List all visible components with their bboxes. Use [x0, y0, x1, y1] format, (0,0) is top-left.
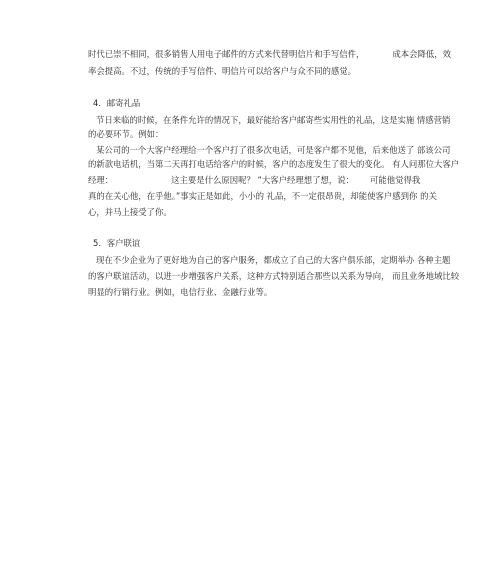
- section-4-heading: 4．邮寄礼品: [93, 98, 141, 108]
- section-4-line-5-part-b: 这主要是什么原因呢？ ”大客户经理想了想，说：: [171, 175, 354, 185]
- section-4-line-7: 心，并马上接受了你。: [88, 207, 172, 217]
- section-4-line-5-part-c: 可能他觉得我: [370, 175, 421, 185]
- paragraph-1-line-1-part-a: 时代已崇不相同，很多销售人用电子邮件的方式来代替明信片和手写信件，: [88, 49, 365, 59]
- section-4-line-2: 的必要环节。例如：: [88, 129, 164, 139]
- section-4-line-3: 某公司的一个大客户经理给一个客户打了很多次电话，可是客户都不见他，后来他送了 部该公司: [96, 145, 451, 155]
- section-5-heading: 5．客户联谊: [93, 238, 141, 248]
- section-5-line-1: 现在不少企业为了更好地为自己的客户服务，都成立了自己的大客户俱乐部，定期举办 各种主题: [96, 255, 451, 265]
- paragraph-1-line-1: [88, 48, 451, 60]
- section-4-line-5: [88, 174, 448, 186]
- section-4-line-1: 节日来临的时候，在条件允许的情况下，最好能给客户邮寄些实用性的礼品，这是实施 情感营销: [96, 115, 451, 125]
- paragraph-1-line-2: 率会提高。不过，传统的手写信件、明信片可以给客户与众不同的感觉。: [88, 66, 356, 76]
- section-4-line-5-part-a: 经理：: [88, 175, 114, 185]
- section-5-line-3: 明显的行销行业。例如，电信行业、金融行业等。: [88, 287, 273, 297]
- section-4-line-6: 真的在关心他，在乎他。”事实正是如此，小小的 礼品，不一定很昂贵，却能使客户感到你 的关: [88, 191, 437, 201]
- paragraph-1-line-1-part-b: 成本会降低，效: [392, 49, 451, 59]
- section-4-line-4: 的新款电话机，当第二天再打电话给客户的时候，客户的态度发生了很大的变化。 有人问那位大客户: [88, 159, 460, 169]
- section-5-line-2: 的客户联谊活动，以进一步增强客户关系，这种方式特别适合那些以关系为导向， 而且业务地域比较: [88, 271, 460, 281]
